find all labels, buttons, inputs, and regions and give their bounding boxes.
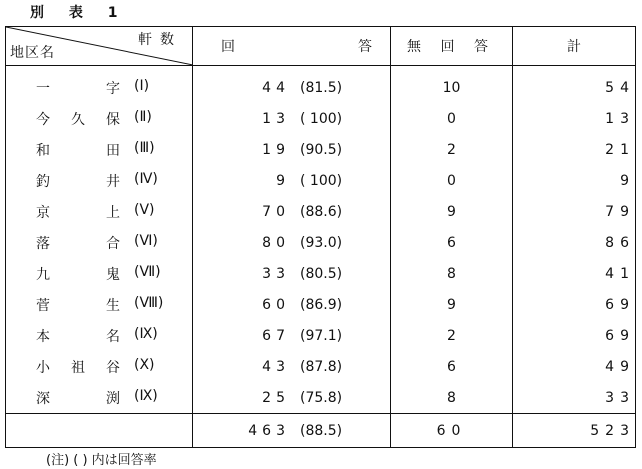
region-char: 今 [36, 111, 50, 128]
noanswer-cell: 2 [391, 320, 513, 351]
table-row [6, 289, 636, 320]
noanswer-cell: 2 [391, 134, 513, 165]
region-number: (Ⅲ) [134, 139, 155, 156]
header-row [6, 27, 636, 66]
region-char: 京 [36, 204, 50, 221]
region-cell [6, 66, 193, 104]
region-name [36, 171, 120, 191]
noanswer-cell: 6 [391, 351, 513, 382]
table-row [6, 165, 636, 196]
region-char: 渕 [106, 390, 120, 407]
header-answer-b: 答 [358, 39, 372, 55]
answer-rate: (81.5) [300, 79, 343, 96]
table-row [6, 103, 636, 134]
region-char: 字 [106, 80, 120, 97]
answer-cell [193, 320, 391, 351]
table-row [6, 382, 636, 414]
total-cell: 54 [513, 66, 636, 104]
noanswer-cell: 9 [391, 289, 513, 320]
total-cell: 69 [513, 289, 636, 320]
region-number: (Ⅸ) [134, 387, 158, 404]
footnote: (注) ( ) 内は回答率 [46, 453, 157, 468]
region-char: 落 [36, 235, 50, 252]
region-char: 釣 [36, 173, 50, 190]
answer-count: 60 [262, 296, 290, 313]
region-char: 生 [106, 297, 120, 314]
answer-cell [193, 134, 391, 165]
region-cell [6, 196, 193, 227]
answer-count: 44 [262, 79, 290, 96]
region-name [36, 233, 120, 253]
answer-rate: (86.9) [300, 296, 343, 313]
region-char: 保 [106, 111, 120, 128]
answer-cell [193, 66, 391, 104]
table-row [6, 196, 636, 227]
region-number: (Ⅴ) [134, 201, 155, 218]
noanswer-cell: 0 [391, 103, 513, 134]
totals-label-cell [6, 414, 193, 448]
header-noanswer-1: 無 [407, 39, 421, 55]
region-char: 井 [106, 173, 120, 190]
total-cell: 86 [513, 227, 636, 258]
noanswer-cell: 8 [391, 382, 513, 414]
answer-count: 19 [262, 141, 290, 158]
answer-cell [193, 351, 391, 382]
table-title: 別 表 1 [30, 5, 128, 21]
answer-rate: (90.5) [300, 141, 343, 158]
region-name [36, 357, 120, 377]
region-number: (Ⅱ) [134, 108, 152, 125]
region-char: 久 [71, 111, 85, 128]
total-cell: 21 [513, 134, 636, 165]
answer-rate: (87.8) [300, 358, 343, 375]
corner-top-label: 軒数 [138, 32, 182, 48]
corner-cell [6, 27, 193, 66]
region-char: 合 [106, 235, 120, 252]
table-row [6, 351, 636, 382]
region-char: 田 [106, 142, 120, 159]
region-char: 一 [36, 80, 50, 97]
region-cell [6, 320, 193, 351]
region-number: (Ⅰ) [134, 77, 150, 94]
region-cell [6, 103, 193, 134]
total-cell: 41 [513, 258, 636, 289]
region-name [36, 264, 120, 284]
region-name [36, 295, 120, 315]
noanswer-cell: 9 [391, 196, 513, 227]
answer-count: 9 [276, 172, 290, 189]
region-number: (Ⅳ) [134, 170, 158, 187]
totals-row [6, 414, 636, 448]
noanswer-cell: 10 [391, 66, 513, 104]
total-cell: 69 [513, 320, 636, 351]
answer-count: 80 [262, 234, 290, 251]
totals-total: 523 [513, 414, 636, 448]
table-row [6, 320, 636, 351]
answer-count: 33 [262, 265, 290, 282]
answer-count: 43 [262, 358, 290, 375]
region-cell [6, 165, 193, 196]
region-number: (Ⅹ) [134, 356, 155, 373]
total-cell: 49 [513, 351, 636, 382]
noanswer-cell: 8 [391, 258, 513, 289]
survey-table [5, 26, 636, 448]
answer-rate: (88.6) [300, 203, 343, 220]
region-name [36, 326, 120, 346]
header-noanswer-2: 回 [440, 39, 455, 55]
header-answer [193, 27, 391, 66]
answer-cell [193, 196, 391, 227]
region-cell [6, 351, 193, 382]
answer-rate: (97.1) [300, 327, 343, 344]
answer-rate: (93.0) [300, 234, 343, 251]
region-name [36, 388, 120, 408]
header-answer-a: 回 [221, 39, 235, 55]
total-cell: 33 [513, 382, 636, 414]
region-number: (Ⅷ) [134, 294, 164, 311]
region-char: 鬼 [106, 266, 120, 283]
answer-rate: ( 100) [300, 110, 343, 127]
table-row [6, 134, 636, 165]
answer-count: 25 [262, 389, 290, 406]
header-noanswer-3: 答 [474, 39, 488, 55]
region-number: (Ⅶ) [134, 263, 161, 280]
total-cell: 79 [513, 196, 636, 227]
region-char: 深 [36, 390, 50, 407]
region-name [36, 202, 120, 222]
answer-rate: (75.8) [300, 389, 343, 406]
region-char: 祖 [71, 359, 85, 376]
totals-answer-count: 463 [248, 422, 290, 439]
answer-count: 13 [262, 110, 290, 127]
totals-answer [193, 414, 391, 448]
region-char: 九 [36, 266, 50, 283]
table-row [6, 258, 636, 289]
region-cell [6, 289, 193, 320]
region-char: 菅 [36, 297, 50, 314]
answer-cell [193, 382, 391, 414]
total-cell: 13 [513, 103, 636, 134]
region-cell [6, 258, 193, 289]
answer-cell [193, 103, 391, 134]
region-number: (Ⅵ) [134, 232, 158, 249]
region-name [36, 78, 120, 98]
header-total: 計 [513, 27, 636, 66]
totals-noanswer: 60 [391, 414, 513, 448]
answer-cell [193, 227, 391, 258]
noanswer-cell: 6 [391, 227, 513, 258]
total-cell: 9 [513, 165, 636, 196]
region-cell [6, 134, 193, 165]
region-char: 上 [106, 204, 120, 221]
region-char: 本 [36, 328, 50, 345]
answer-cell [193, 165, 391, 196]
region-cell [6, 382, 193, 414]
region-name [36, 140, 120, 160]
answer-cell [193, 289, 391, 320]
answer-rate: (80.5) [300, 265, 343, 282]
region-char: 和 [36, 142, 50, 159]
answer-count: 67 [262, 327, 290, 344]
totals-answer-rate: (88.5) [300, 422, 343, 439]
region-number: (Ⅸ) [134, 325, 158, 342]
region-char: 谷 [106, 359, 120, 376]
region-name [36, 109, 120, 129]
region-cell [6, 227, 193, 258]
header-noanswer [391, 27, 513, 66]
table-row [6, 227, 636, 258]
region-char: 名 [106, 328, 120, 345]
table-row [6, 66, 636, 104]
answer-count: 70 [262, 203, 290, 220]
corner-bottom-label: 地区名 [10, 45, 55, 61]
noanswer-cell: 0 [391, 165, 513, 196]
region-char: 小 [36, 359, 50, 376]
answer-rate: ( 100) [300, 172, 343, 189]
answer-cell [193, 258, 391, 289]
